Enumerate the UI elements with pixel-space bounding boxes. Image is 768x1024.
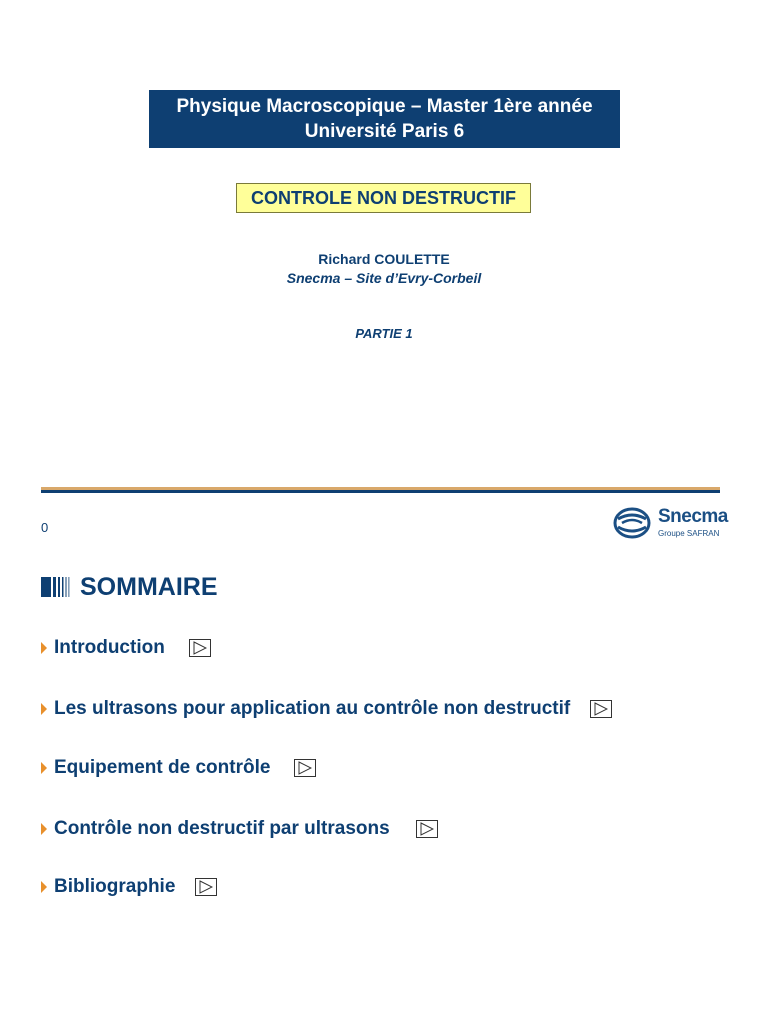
- menu-item-ultrasons[interactable]: [41, 697, 612, 721]
- snecma-swirl-icon: [612, 505, 652, 541]
- play-icon[interactable]: [294, 759, 316, 777]
- bullet-triangle-icon: [41, 762, 47, 774]
- play-icon[interactable]: [189, 639, 211, 657]
- title-line-2: Université Paris 6: [304, 121, 465, 142]
- author-name: Richard COULETTE: [318, 251, 450, 267]
- logo-group: Groupe SAFRAN: [658, 529, 720, 538]
- menu-item-label: Bibliographie: [54, 876, 176, 897]
- bullet-triangle-icon: [41, 823, 47, 835]
- play-icon[interactable]: [416, 820, 438, 838]
- menu-item-label: Contrôle non destructif par ultrasons: [54, 818, 390, 839]
- part-label: PARTIE 1: [355, 326, 413, 341]
- title-banner: [149, 90, 620, 148]
- play-icon[interactable]: [590, 700, 612, 718]
- title-line-1: Physique Macroscopique – Master 1ère année: [176, 96, 593, 117]
- bullet-triangle-icon: [41, 881, 47, 893]
- menu-item-controle[interactable]: [41, 817, 438, 841]
- menu-item-equipement[interactable]: [41, 756, 316, 780]
- bullet-triangle-icon: [41, 642, 47, 654]
- page-number: 0: [41, 520, 49, 535]
- subject-title: CONTROLE NON DESTRUCTIF: [236, 183, 531, 213]
- menu-item-label: Les ultrasons pour application au contrôle non destructif: [54, 698, 571, 719]
- play-icon[interactable]: [195, 878, 217, 896]
- menu-item-label: Introduction: [54, 637, 165, 658]
- menu-item-introduction[interactable]: [41, 636, 211, 660]
- sommaire-title: SOMMAIRE: [80, 573, 218, 601]
- menu-item-label: Equipement de contrôle: [54, 757, 271, 778]
- author-organization: Snecma – Site d’Evry-Corbeil: [286, 270, 482, 286]
- snecma-logo: [612, 505, 728, 541]
- bullet-triangle-icon: [41, 703, 47, 715]
- divider-blue: [41, 490, 720, 493]
- menu-item-bibliographie[interactable]: [41, 875, 217, 899]
- logo-name: Snecma: [658, 506, 728, 527]
- barcode-icon: [41, 577, 71, 597]
